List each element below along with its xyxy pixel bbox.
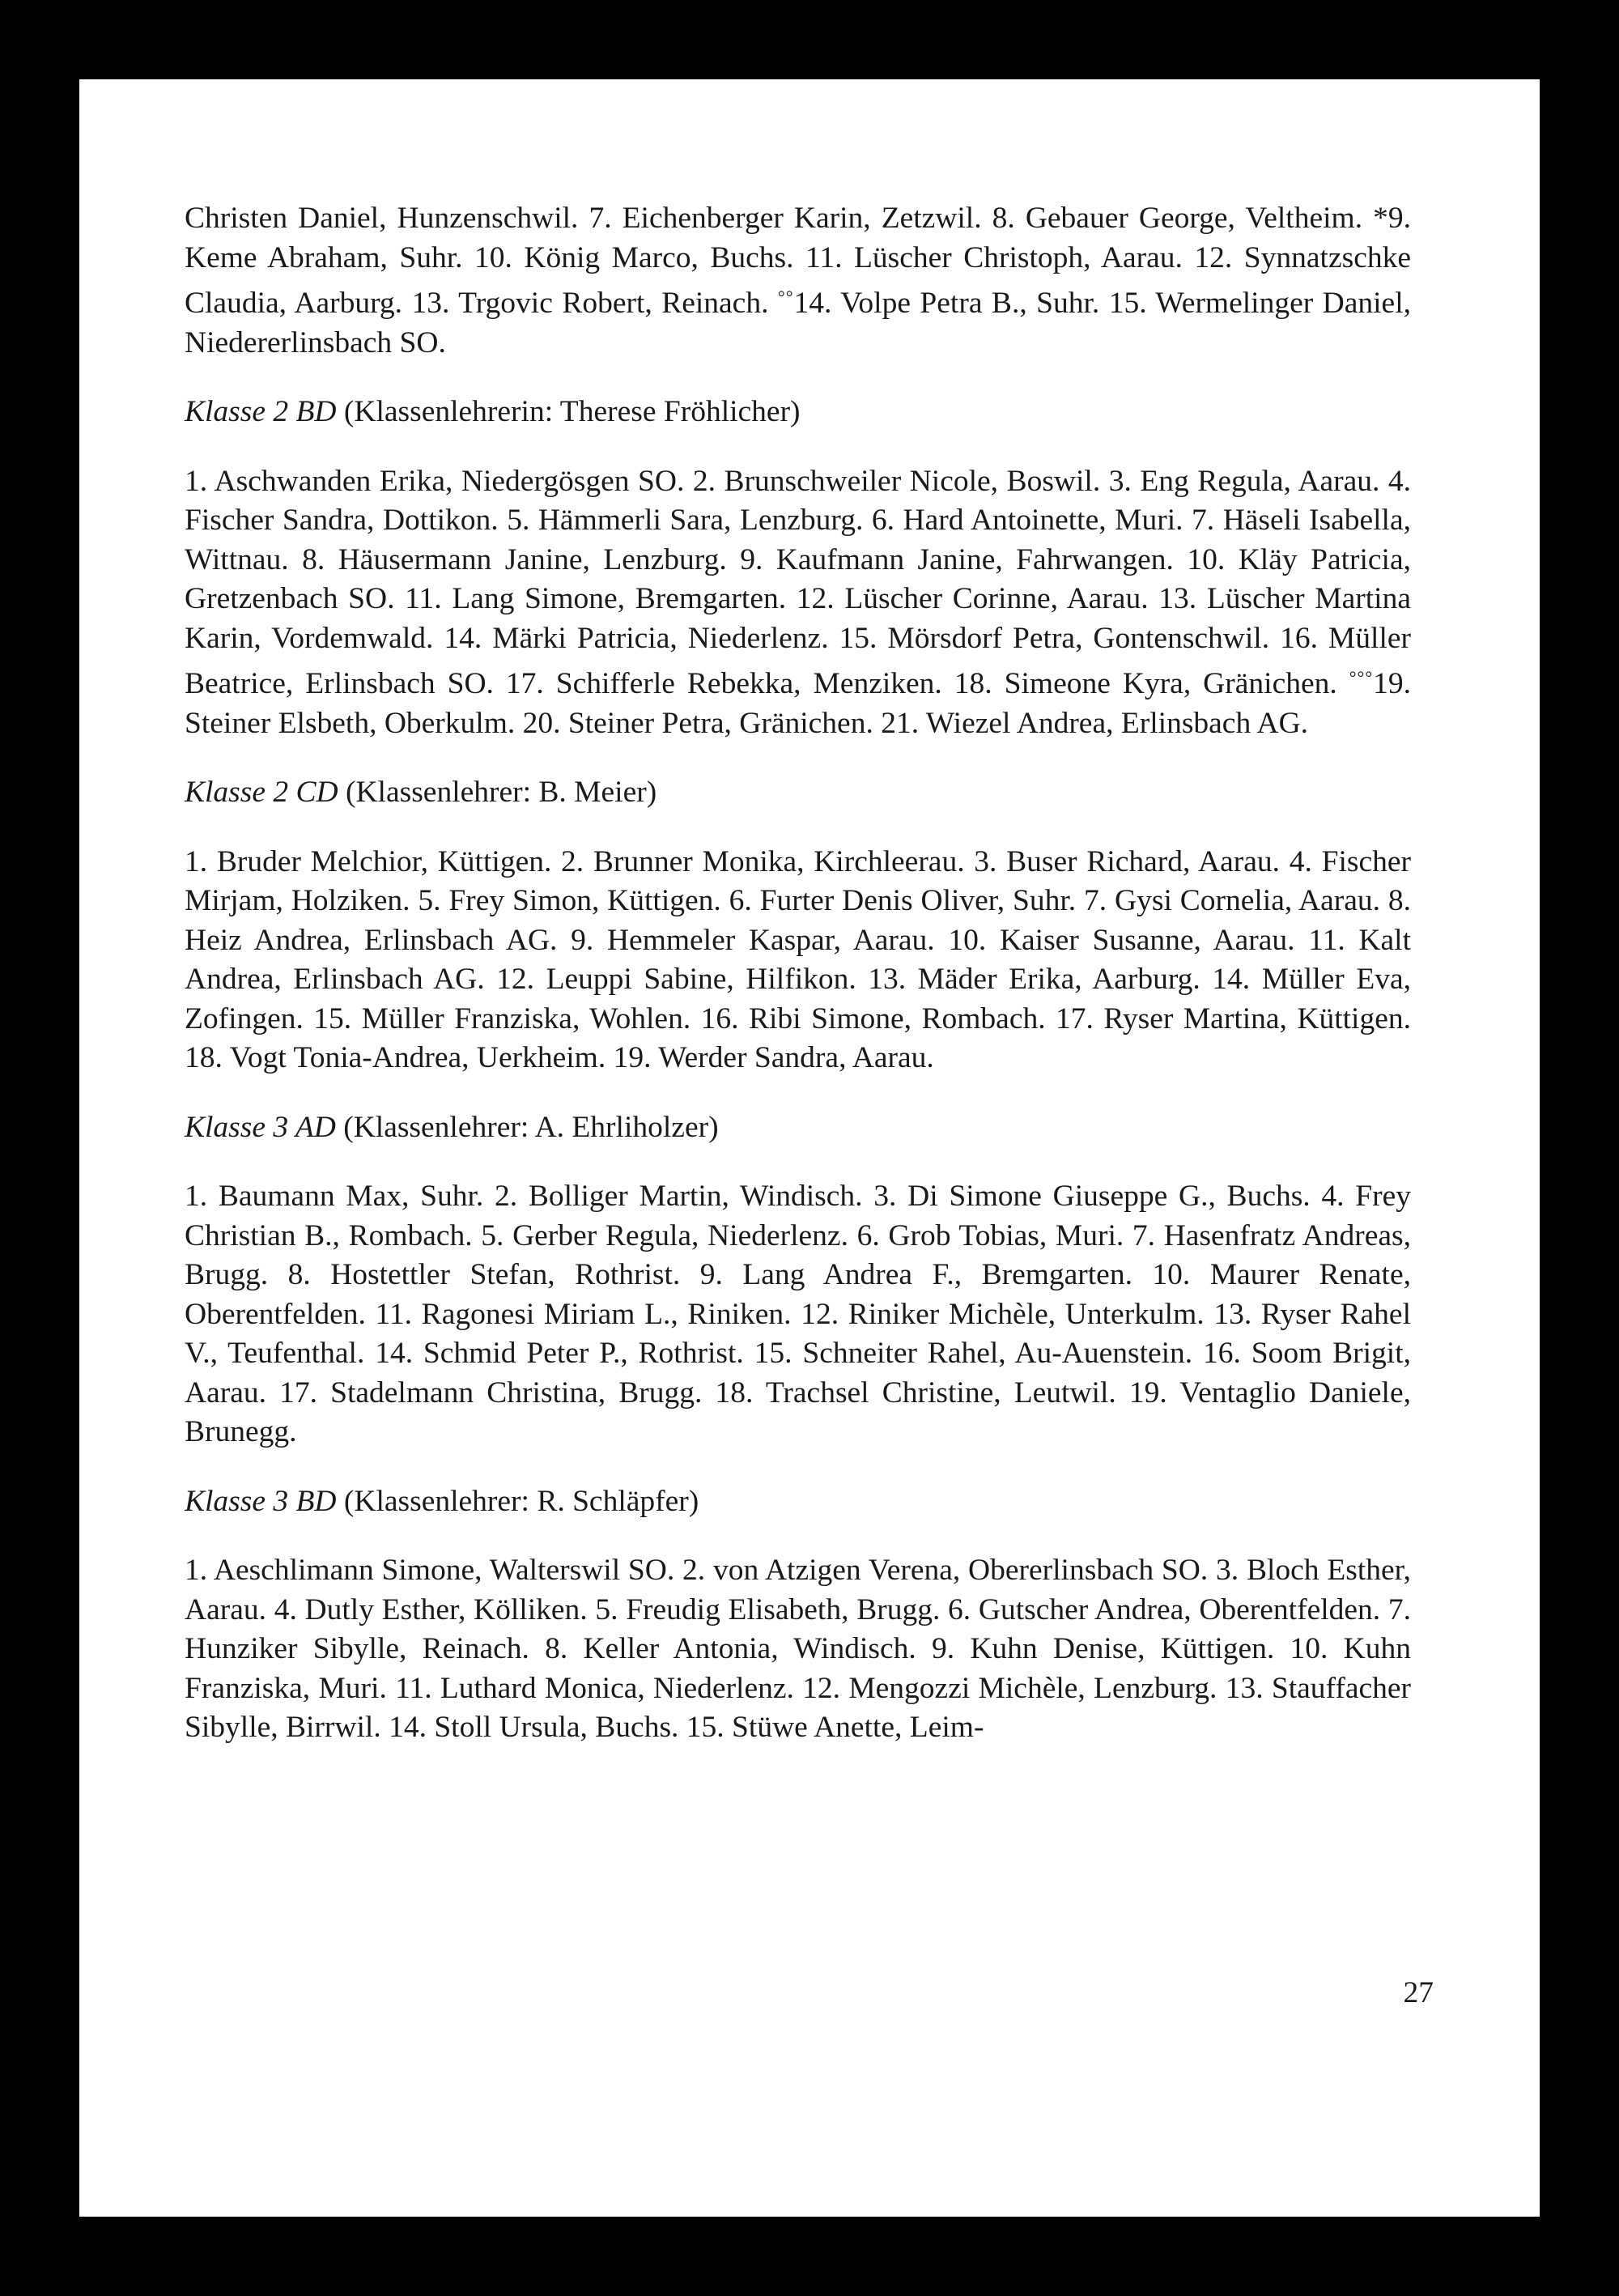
page-number: 27 bbox=[1403, 1976, 1434, 2009]
section-heading-2cd bbox=[185, 773, 1411, 813]
list-2bd-degree-mark: °°° bbox=[1349, 667, 1374, 687]
class-label-2bd: Klasse 2 BD bbox=[185, 395, 337, 428]
section-heading-3bd bbox=[185, 1482, 1411, 1522]
teacher-3bd: (Klassenlehrer: R. Schläpfer) bbox=[343, 1484, 699, 1518]
intro-text-b: 14. Volpe Petra B., Suhr. 15. Wermelinger Daniel, Niedererlinsbach SO. bbox=[185, 287, 1411, 359]
section-list-2cd: 1. Bruder Melchior, Küttigen. 2. Brunner Monika, Kirchleerau. 3. Buser Richard, Aarau. 4. Fischer Mirjam, Holziken. 5. Frey Simon, Küttigen. 6. Furter Denis Oliver, Suhr. 7. Gysi Cornelia, Aarau. 8. Heiz Andrea, Erlinsbach AG. 9. Hemmeler Kaspar, Aarau. 10. Kaiser Susanne, Aarau. 11. Kalt Andrea, Erlinsbach AG. 12. Leuppi Sabine, Hilfikon. 13. Mäder Erika, Aarburg. 14. Müller Eva, Zofingen. 15. Müller Franziska, Wohlen. 16. Ribi Simone, Rombach. 17. Ryser Martina, Küttigen. 18. Vogt Tonia-Andrea, Uerkheim. 19. Werder Sandra, Aarau. bbox=[185, 844, 1411, 1074]
list-2bd-text-b: 19. Steiner Elsbeth, Oberkulm. 20. Steiner Petra, Gränichen. 21. Wiezel Andrea, Erlinsbach AG. bbox=[185, 667, 1411, 740]
list-2bd-text-a: 1. Aschwanden Erika, Niedergösgen SO. 2. Brunschweiler Nicole, Boswil. 3. Eng Regula, Aarau. 4. Fischer Sandra, Dottikon. 5. Hämmerli Sara, Lenzburg. 6. Hard Antoinette, Muri. 7. Häseli Isabella, Wittnau. 8. Häusermann Janine, Lenzburg. 9. Kaufmann Janine, Fahrwangen. 10. Kläy Patricia, Gretzenbach SO. 11. Lang Simone, Bremgarten. 12. Lüscher Corinne, Aarau. 13. Lüscher Martina Karin, Vordemwald. 14. Märki Patricia, Niederlenz. 15. Mörsdorf Petra, Gontenschwil. 16. Müller Beatrice, Erlinsbach SO. 17. Schifferle Rebekka, Menziken. 18. Simeone Kyra, Gränichen. bbox=[185, 464, 1411, 700]
teacher-2cd: (Klassenlehrer: B. Meier) bbox=[345, 776, 657, 809]
intro-degree-mark: °° bbox=[777, 287, 794, 307]
intro-text-a: Christen Daniel, Hunzenschwil. 7. Eichenberger Karin, Zetzwil. 8. Gebauer George, Veltheim. *9. Keme Abraham, Suhr. 10. König Marco, Buchs. 11. Lüscher Christoph, Aarau. 12. Synnatzschke Claudia, Aarburg. 13. Trgovic Robert, Reinach. bbox=[185, 202, 1411, 320]
class-label-3bd: Klasse 3 BD bbox=[185, 1484, 337, 1518]
section-heading-2bd bbox=[185, 393, 1411, 432]
intro-paragraph bbox=[185, 199, 1411, 363]
class-label-2cd: Klasse 2 CD bbox=[185, 776, 338, 809]
section-list-2bd bbox=[185, 462, 1411, 744]
class-label-3ad: Klasse 3 AD bbox=[185, 1110, 336, 1144]
teacher-3ad: (Klassenlehrer: A. Ehrliholzer) bbox=[343, 1110, 719, 1144]
teacher-2bd: (Klassenlehrerin: Therese Fröhlicher) bbox=[343, 395, 801, 428]
page-body bbox=[185, 199, 1411, 1748]
document-page bbox=[79, 79, 1540, 2217]
section-heading-3ad bbox=[185, 1108, 1411, 1148]
section-list-3bd: 1. Aeschlimann Simone, Walterswil SO. 2. von Atzigen Verena, Obererlinsbach SO. 3. Bloch Esther, Aarau. 4. Dutly Esther, Kölliken. 5. Freudig Elisabeth, Brugg. 6. Gutscher Andrea, Oberentfelden. 7. Hunziker Sibylle, Reinach. 8. Keller Antonia, Windisch. 9. Kuhn Denise, Küttigen. 10. Kuhn Franziska, Muri. 11. Luthard Monica, Niederlenz. 12. Mengozzi Michèle, Lenzburg. 13. Stauffacher Sibylle, Birrwil. 14. Stoll Ursula, Buchs. 15. Stüwe Anette, Leim- bbox=[185, 1554, 1411, 1744]
section-list-3ad: 1. Baumann Max, Suhr. 2. Bolliger Martin, Windisch. 3. Di Simone Giuseppe G., Buchs. 4. Frey Christian B., Rombach. 5. Gerber Regula, Niederlenz. 6. Grob Tobias, Muri. 7. Hasenfratz Andreas, Brugg. 8. Hostettler Stefan, Rothrist. 9. Lang Andrea F., Bremgarten. 10. Maurer Renate, Oberentfelden. 11. Ragonesi Miriam L., Riniken. 12. Riniker Michèle, Unterkulm. 13. Ryser Rahel V., Teufenthal. 14. Schmid Peter P., Rothrist. 15. Schneiter Rahel, Au-Auenstein. 16. Soom Brigit, Aarau. 17. Stadelmann Christina, Brugg. 18. Trachsel Christine, Leutwil. 19. Ventaglio Daniele, Brunegg. bbox=[185, 1180, 1411, 1448]
